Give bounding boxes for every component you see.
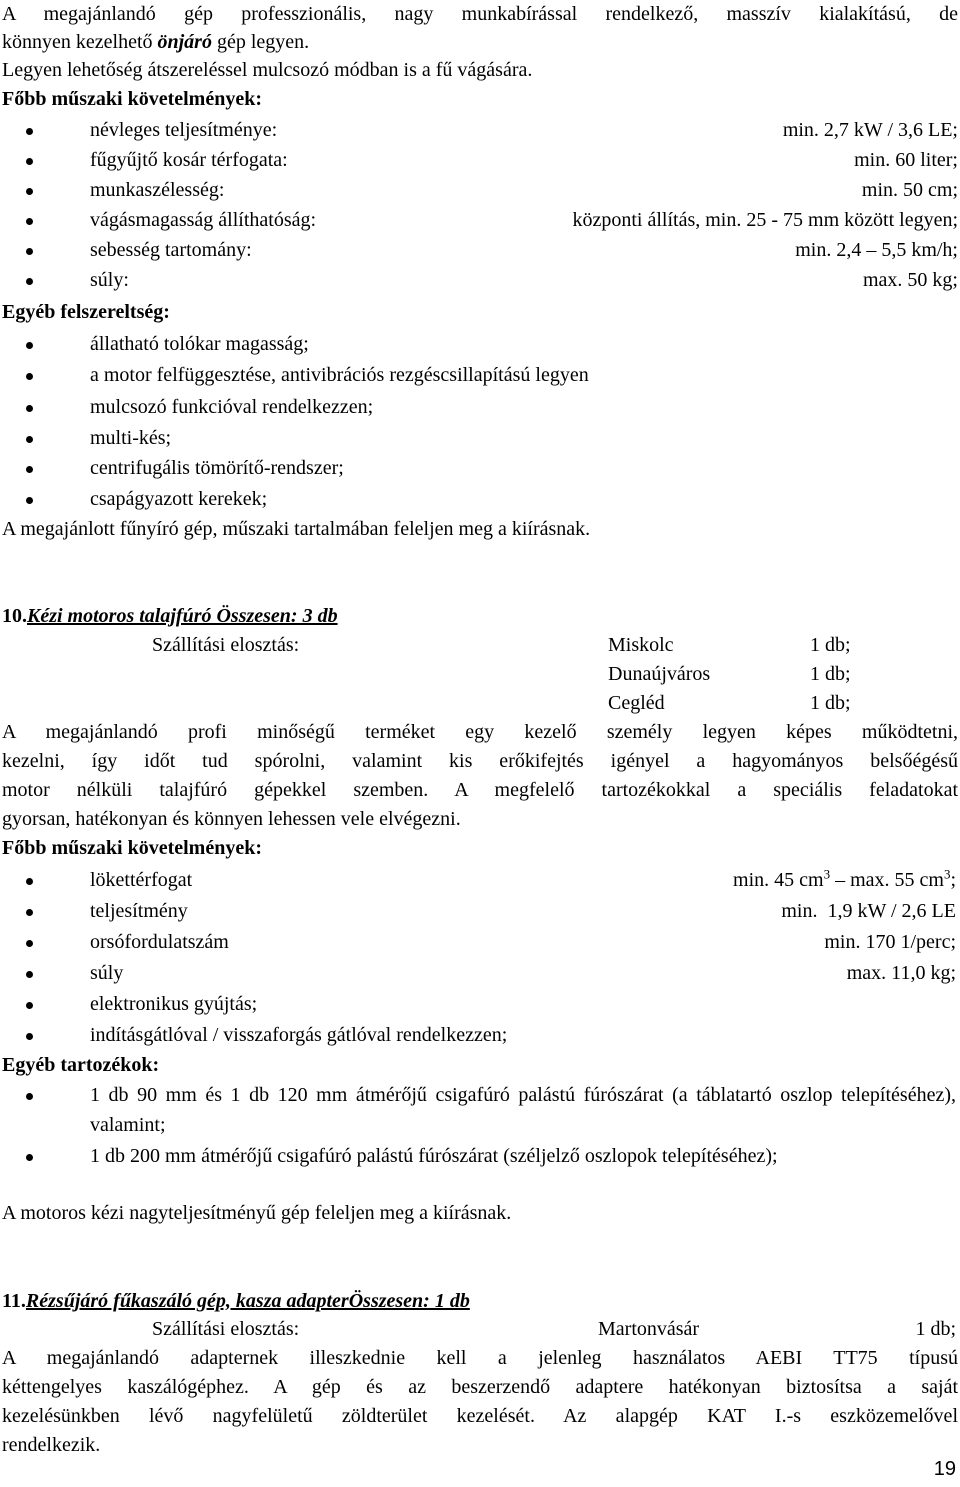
bullet-icon <box>26 909 33 916</box>
spec-value: min. 2,4 – 5,5 km/h; <box>795 239 958 261</box>
bullet-icon <box>26 405 33 412</box>
bullet-icon <box>26 1154 33 1161</box>
text-line: kezelni, így időt tud spórolni, valamint kis erőkifejtés igényel a hagyományos belsőégésű <box>2 750 958 772</box>
distribution-qty: 1 db; <box>810 634 851 656</box>
text-line: A megajánlandó adapternek illeszkednie kell a jelenleg használatos AEBI TT75 típusú <box>2 1347 958 1369</box>
spec-value: min. 45 $cm^3$ – max. 55 $cm^3$; <box>733 866 956 891</box>
spec-label: sebesség tartomány: <box>90 239 252 261</box>
text-line: A megajánlandó profi minőségű terméket egy kezelő személy legyen képes működtetni, <box>2 721 958 743</box>
list-item: mulcsozó funkcióval rendelkezzen; <box>0 392 958 422</box>
bullet-icon <box>26 248 33 255</box>
spec-row <box>0 235 958 265</box>
list-item: 1 db 200 mm átmérőjű csigafúró palástú fúrószárat (széljelző oszlopok telepítéséhez); <box>0 1141 956 1201</box>
closing-sentence: A megajánlott fűnyíró gép, műszaki tartalmában feleljen meg a kiírásnak. <box>2 518 591 540</box>
text-line: motor nélküli talajfúró gépekkel szemben. A megfelelő tartozékokkal a speciális feladatokat <box>2 779 958 801</box>
section-heading: Egyéb tartozékok: <box>2 1054 160 1076</box>
list-item: csapágyazott kerekek; <box>0 484 958 514</box>
bullet-icon <box>26 342 33 349</box>
bullet-icon <box>26 278 33 285</box>
bullet-icon <box>26 218 33 225</box>
bullet-icon <box>26 940 33 947</box>
section-title: 10.Kézi motoros talajfúró Összesen: 3 db <box>2 605 338 627</box>
text-line: rendelkezik. <box>2 1434 101 1456</box>
bullet-icon <box>26 1002 33 1009</box>
bullet-icon <box>26 128 33 135</box>
list-item: állatható tolókar magasság; <box>0 329 958 359</box>
distribution-label: Szállítási elosztás: <box>152 634 300 656</box>
list-item: elektronikus gyújtás; <box>0 989 956 1019</box>
text-line: Legyen lehetőség átszereléssel mulcsozó módban is a fű vágására. <box>2 59 533 81</box>
spec-label: vágásmagasság állíthatóság: <box>90 209 317 231</box>
bullet-icon <box>26 1033 33 1040</box>
page-number: 19 <box>933 1458 956 1480</box>
spec-value: min. 50 cm; <box>861 179 958 201</box>
list-item: indításgátlóval / visszaforgás gátlóval rendelkezzen; <box>0 1020 956 1050</box>
emphasis: önjáró <box>157 31 212 53</box>
bullet-icon <box>26 373 33 380</box>
distribution-city: Miskolc <box>608 634 674 656</box>
list-item: multi-kés; <box>0 423 958 453</box>
text-line: gyorsan, hatékonyan és könnyen lehessen vele elvégezni. <box>2 808 461 830</box>
spec-row <box>0 265 958 295</box>
bullet-icon <box>26 188 33 195</box>
distribution-qty: 1 db; <box>810 692 851 714</box>
bullet-icon <box>26 466 33 473</box>
spec-row: orsófordulatszám min. 170 1/perc; <box>0 927 956 957</box>
section-heading: Egyéb felszereltség: <box>2 301 170 323</box>
list-item: centrifugális tömörítő-rendszer; <box>0 453 958 483</box>
text-line: kéttengelyes kaszálógéphez. A gép és az beszerzendő adaptere hatékonyan biztosítsa a saját <box>2 1376 958 1398</box>
bullet-icon <box>26 878 33 885</box>
bullet-icon <box>26 497 33 504</box>
text-line: könnyen kezelhető önjáró gép legyen. <box>2 31 310 53</box>
spec-row <box>0 175 958 205</box>
spec-label: névleges teljesítménye: <box>90 119 278 141</box>
bullet-icon <box>26 436 33 443</box>
spec-row <box>0 115 958 145</box>
section-title: 11.Rézsűjáró fűkaszáló gép, kasza adapterÖsszesen: 1 db <box>2 1290 470 1312</box>
bullet-icon <box>26 158 33 165</box>
spec-row <box>0 145 958 175</box>
spec-label: súly: <box>90 269 129 291</box>
distribution-city: Martonvásár <box>598 1318 700 1340</box>
spec-row: lökettérfogat min. 45 $cm^3$ – max. 55 $cm^3$; <box>0 865 956 895</box>
distribution-qty: 1 db; <box>810 663 851 685</box>
list-item: a motor felfüggesztése, antivibrációs rezgéscsillapítású legyen <box>0 360 958 390</box>
spec-value: központi állítás, min. 25 - 75 mm között legyen; <box>572 209 958 231</box>
spec-value: min. 2,7 kW / 3,6 LE; <box>782 119 958 141</box>
closing-sentence: A motoros kézi nagyteljesítményű gép feleljen meg a kiírásnak. <box>2 1202 512 1224</box>
bullet-icon <box>26 1093 33 1100</box>
spec-row: súly max. 11,0 kg; <box>0 958 956 988</box>
distribution-label: Szállítási elosztás: <box>152 1318 300 1340</box>
spec-value: max. 50 kg; <box>863 269 958 291</box>
text-line: A megajánlandó gép professzionális, nagy munkabírással rendelkező, masszív kialakítású, de <box>2 3 958 25</box>
bullet-icon <box>26 971 33 978</box>
section-heading: Főbb műszaki követelmények: <box>2 837 262 859</box>
distribution-qty: 1 db; <box>915 1318 956 1340</box>
distribution-city: Cegléd <box>608 692 665 714</box>
text-line: kezelésünkben lévő nagyfelületű zöldterület kezelését. Az alapgép KAT I.-s eszközemelővel <box>2 1405 958 1427</box>
spec-value: min. 60 liter; <box>854 149 958 171</box>
spec-row <box>0 205 958 235</box>
spec-label: munkaszélesség: <box>90 179 225 201</box>
spec-row: teljesítmény min. 1,9 kW / 2,6 LE <box>0 896 956 926</box>
list-item: 1 db 90 mm és 1 db 120 mm átmérőjű csigafúró palástú fúrószárat (a táblatartó oszlop telepítéséhez), valamint; <box>0 1080 956 1140</box>
distribution-city: Dunaújváros <box>608 663 711 685</box>
spec-label: fűgyűjtő kosár térfogata: <box>90 149 288 171</box>
section-heading: Főbb műszaki követelmények: <box>2 88 262 110</box>
